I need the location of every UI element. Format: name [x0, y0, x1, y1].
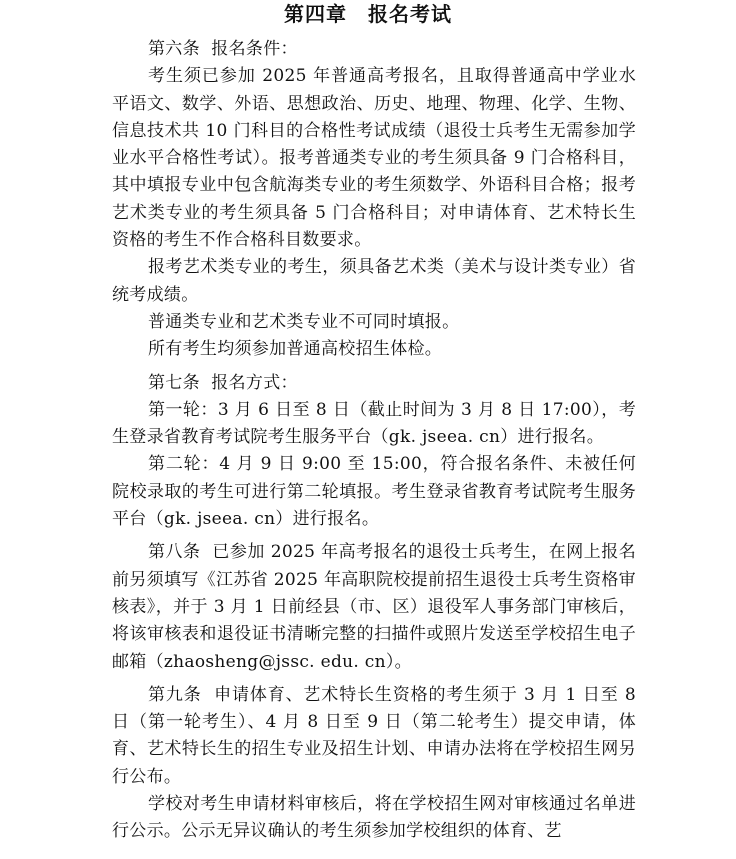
paragraph: 报考艺术类专业的考生，须具备艺术类（美术与设计类专业）省统考成绩。 — [112, 257, 636, 305]
paragraph: 考生须已参加 2025 年普通高考报名，且取得普通高中学业水平语文、数学、外语、思想政治、历史、地理、物理、化学、生物、信息技术共 10 门科目的合格性考试成绩（退役士兵考生无需参加学业水平合格性考试）。报考普通类专业的考生须具备 9 门合格科目，其中填报专业中包含航海类专业的考生须数学、外语科目合格；报考艺术类专业的考生须具备 5 门合格科目；对申请体育、艺术特长生资格的考生不作合格科目数要求。 — [112, 66, 636, 251]
article-6-heading: 第六条 报名条件： — [148, 39, 298, 59]
chapter-title: 第四章 报名考试 — [284, 2, 452, 26]
paragraph: 普通类专业和艺术类专业不可同时填报。 — [148, 311, 460, 332]
paragraph: 所有考生均须参加普通高校招生体检。 — [148, 339, 443, 360]
article-7-heading: 第七条 报名方式： — [148, 372, 298, 393]
paragraph: 第一轮：3 月 6 日至 8 日（截止时间为 3 月 8 日 17:00），考生登录省教育考试院考生服务平台（gk. jseea. cn）进行报名。 — [112, 399, 636, 448]
paragraph: 第二轮：4 月 9 日 9:00 至 15:00，符合报名条件、未被任何院校录取的考生可进行第二轮填报。考生登录省教育考试院考生服务平台（gk. jseea. cn）进行报名。 — [112, 454, 636, 530]
paragraph: 学校对考生申请材料审核后，将在学校招生网对审核通过名单进行公示。公示无异议确认的考生须参加学校组织的体育、艺 — [112, 794, 636, 842]
document-body — [112, 36, 636, 846]
article-9-paragraph: 第九条 申请体育、艺术特长生资格的考生须于 3 月 1 日至 8 日（第一轮考生）、4 月 8 日至 9 日（第二轮考生）提交申请，体育、艺术特长生的招生专业及招生计划、申请办法将在学校招生网另行公布。 — [112, 684, 637, 787]
article-8-paragraph: 第八条 已参加 2025 年高考报名的退役士兵考生，在网上报名前另须填写《江苏省 2025 年高职院校提前招生退役士兵考生资格审核表》，并于 3 月 1 日前经县（市、区）退役军人事务部门审核后，将该审核表和退役证书清晰完整的扫描件或照片发送至学校招生电子邮箱（zhaosheng@jssc. edu. cn）。 — [112, 542, 637, 672]
